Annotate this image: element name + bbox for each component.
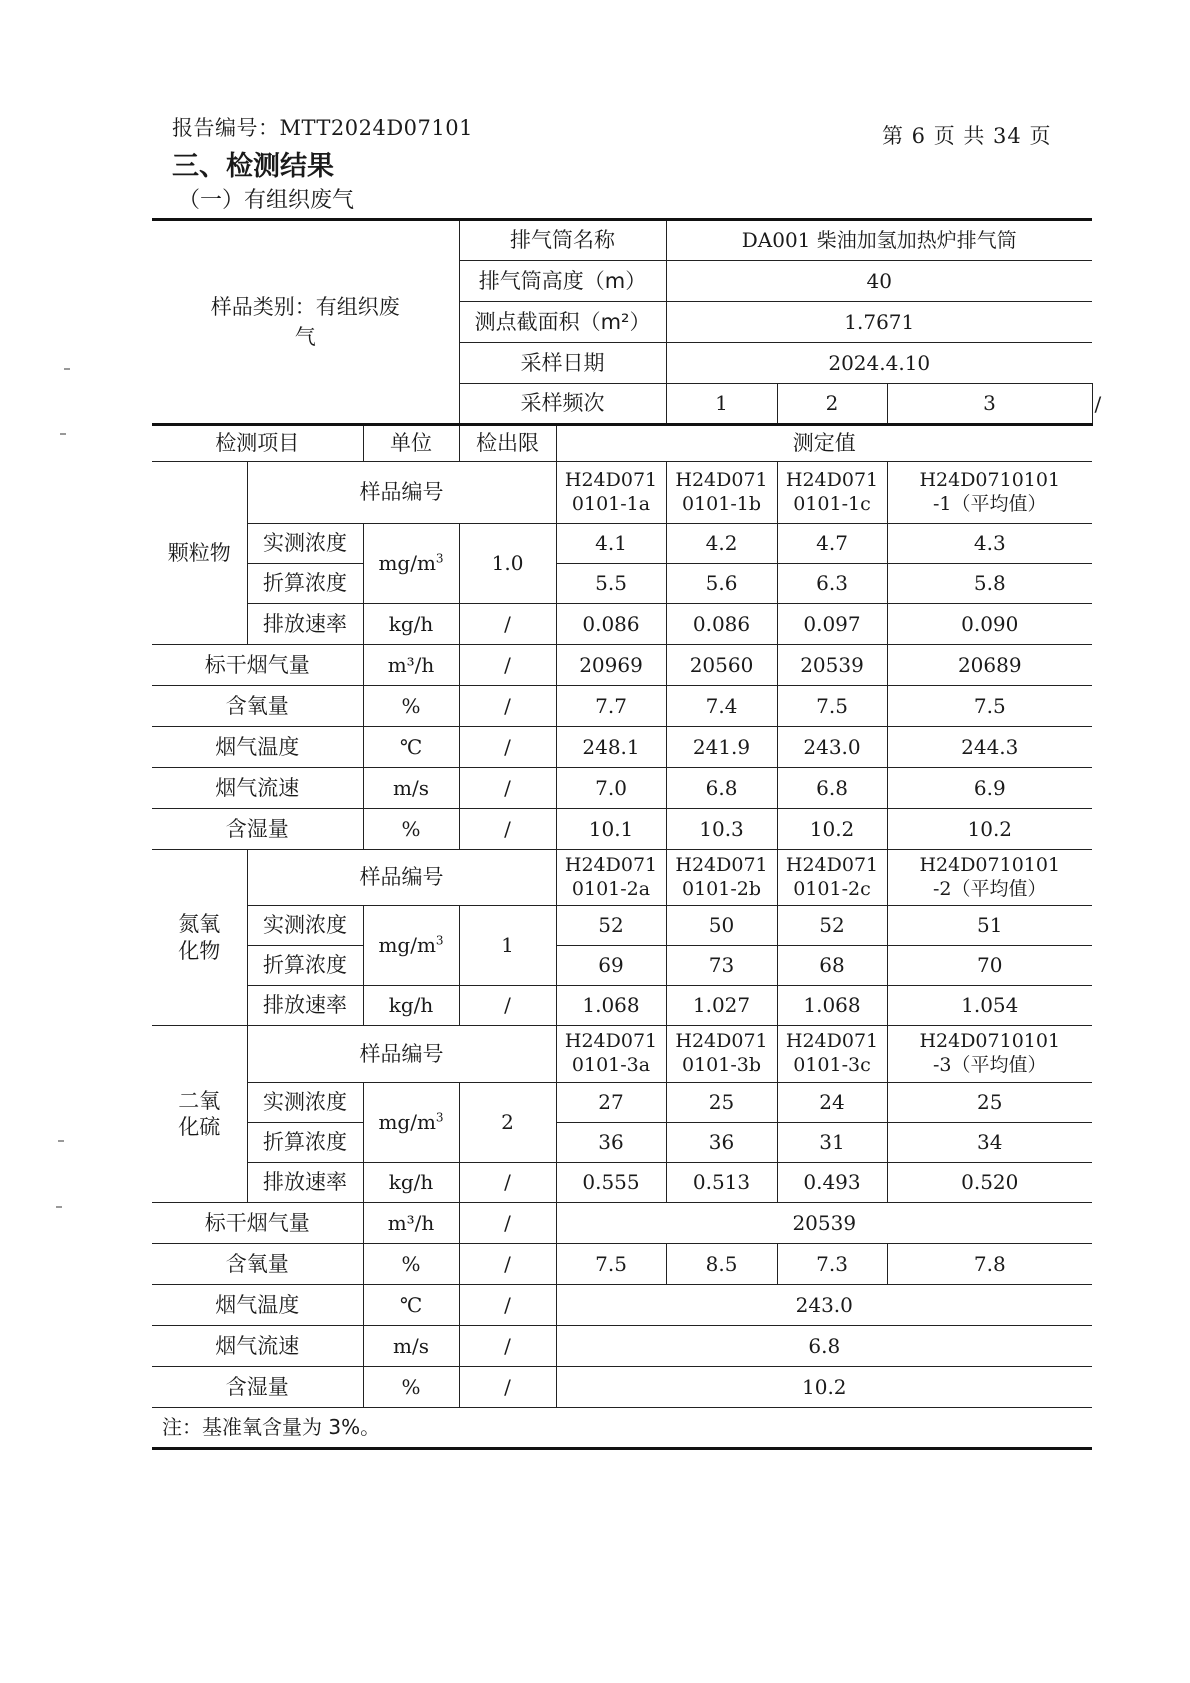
value-cell: 8.5 bbox=[666, 1244, 777, 1285]
value-cell: 6.8 bbox=[556, 1326, 1092, 1367]
param-name: 烟气流速 bbox=[152, 1326, 363, 1367]
value-cell: 7.5 bbox=[777, 686, 887, 727]
value-cell: 1.068 bbox=[777, 986, 887, 1026]
value-cell: 73 bbox=[666, 946, 777, 986]
value-cell: 1.068 bbox=[556, 986, 666, 1026]
sample-id: H24D071 0101-1a bbox=[556, 462, 666, 524]
param-name: 含氧量 bbox=[152, 686, 363, 727]
value-cell: 10.2 bbox=[887, 809, 1092, 850]
unit-cell: $mg/m^3$ bbox=[363, 906, 459, 986]
sub-title: （一）有组织废气 bbox=[178, 188, 355, 213]
freq-label: 采样频次 bbox=[459, 384, 666, 425]
value-cell: 5.5 bbox=[556, 564, 666, 604]
value-cell: 248.1 bbox=[556, 727, 666, 768]
measured-label: 实测浓度 bbox=[247, 906, 363, 946]
limit-cell: / bbox=[459, 645, 556, 686]
value-cell: 27 bbox=[556, 1083, 666, 1123]
limit-cell: / bbox=[459, 986, 556, 1026]
unit-cell: $mg/m^3$ bbox=[363, 524, 459, 604]
limit-cell: / bbox=[459, 809, 556, 850]
value-cell: 6.8 bbox=[777, 768, 887, 809]
value-cell: 5.6 bbox=[666, 564, 777, 604]
rate-label: 排放速率 bbox=[247, 986, 363, 1026]
sample-type-cell: 样品类别：有组织废气 bbox=[152, 220, 459, 425]
stack-name-value: DA001 柴油加氢加热炉排气筒 bbox=[666, 220, 1092, 261]
value-cell: 20539 bbox=[777, 645, 887, 686]
date-label: 采样日期 bbox=[459, 343, 666, 384]
limit-cell: / bbox=[459, 1244, 556, 1285]
value-cell: 52 bbox=[556, 906, 666, 946]
value-cell: 31 bbox=[777, 1123, 887, 1163]
unit-cell: kg/h bbox=[363, 986, 459, 1026]
value-cell: 25 bbox=[666, 1083, 777, 1123]
unit-cell: m/s bbox=[363, 768, 459, 809]
value-cell: 7.0 bbox=[556, 768, 666, 809]
limit-cell: 1.0 bbox=[459, 524, 556, 604]
value-cell: 36 bbox=[666, 1123, 777, 1163]
value-cell: 6.8 bbox=[666, 768, 777, 809]
results-table: 样品类别：有组织废气 排气筒名称 DA001 柴油加氢加热炉排气筒 排气筒高度（m） 40 测点截面积（m²） 1.7671 采样日期 2024.4.10 采样频次 1 2 3 / 检测项目 单位 检出限 测定值 颗粒物 样品编号 H24D071 0101-1a H24D071 0101-1b H24D071 0101-1c H24D0710101 -1（平均值） 实测浓度 $mg/m^3$ 1.0 4.1 4.2 4.7 4.3 折算浓度 5.5 5.6 6.3 5.8 排放速率 kg/h / 0.086 0.086 0.097 0.090 标干烟气量 m³/h / 20969 20560 20539 20689 含氧量 % / 7.7 7.4 7.5 7.5 烟气温度 ℃ / 248.1 241.9 243.0 244.3 烟气流速 m/s / 7.0 6.8 6.8 6.9 含湿量 % / 10.1 10.3 10.2 10.2 氮氧 化物 样品编号 H24D071 0101-2a H24D071 0101-2b H24D071 0101-2c H24D0710101 -2（平均值） 实测浓度 $mg/m^3$ 1 52 50 52 51 折算浓度 69 73 68 70 排放速率 kg/h / 1.068 1.027 1.068 1.054 二氧 化硫 样品编号 H24D071 0101-3a H24D071 0101-3b H24D071 0101-3c H24D0710101 -3（平均值） 实测浓度 $mg/m^3$ 2 27 25 24 25 折算浓度 36 36 31 34 排放速率 kg/h / 0.555 0.513 0.493 0.520 标干烟气量 m³/h / 20539 含氧量 % / 7.5 8.5 7.3 7.8 烟气温度 ℃ / 243.0 烟气流速 m/s / 6.8 含湿量 % / 10.2 注：基准氧含量为 3%。 bbox=[152, 218, 1092, 1450]
value-cell: 0.097 bbox=[777, 604, 887, 645]
limit-cell: / bbox=[459, 1326, 556, 1367]
unit-cell: ℃ bbox=[363, 727, 459, 768]
param-name: 含湿量 bbox=[152, 1367, 363, 1408]
limit-cell: / bbox=[459, 1163, 556, 1203]
sample-id: H24D071 0101-2c bbox=[777, 850, 887, 906]
value-cell: 7.7 bbox=[556, 686, 666, 727]
sample-no-label: 样品编号 bbox=[247, 462, 556, 524]
param-name: 烟气流速 bbox=[152, 768, 363, 809]
value-cell: 6.9 bbox=[887, 768, 1092, 809]
param-name: 含氧量 bbox=[152, 1244, 363, 1285]
sample-id: H24D071 0101-2b bbox=[666, 850, 777, 906]
freq-cell: 2 bbox=[777, 384, 887, 425]
value-cell: 70 bbox=[887, 946, 1092, 986]
stack-name-label: 排气筒名称 bbox=[459, 220, 666, 261]
value-cell: 7.5 bbox=[556, 1244, 666, 1285]
limit-cell: / bbox=[459, 1285, 556, 1326]
freq-cell: 1 bbox=[666, 384, 777, 425]
so2-name: 二氧 化硫 bbox=[152, 1026, 247, 1203]
page-number: 第 6 页 共 34 页 bbox=[882, 124, 1052, 148]
limit-cell: / bbox=[459, 768, 556, 809]
sample-no-label: 样品编号 bbox=[247, 1026, 556, 1083]
limit-cell: 1 bbox=[459, 906, 556, 986]
report-number: 报告编号：MTT2024D07101 bbox=[172, 116, 473, 140]
value-cell: 20689 bbox=[887, 645, 1092, 686]
sample-id: H24D071 0101-3c bbox=[777, 1026, 887, 1083]
value-cell: 36 bbox=[556, 1123, 666, 1163]
sample-no-label: 样品编号 bbox=[247, 850, 556, 906]
area-value: 1.7671 bbox=[666, 302, 1092, 343]
col-limit: 检出限 bbox=[459, 425, 556, 462]
limit-cell: / bbox=[459, 686, 556, 727]
value-cell: 6.3 bbox=[777, 564, 887, 604]
value-cell: 10.2 bbox=[777, 809, 887, 850]
value-cell: 1.054 bbox=[887, 986, 1092, 1026]
limit-cell: / bbox=[459, 604, 556, 645]
value-cell: 0.086 bbox=[556, 604, 666, 645]
stack-height-label: 排气筒高度（m） bbox=[459, 261, 666, 302]
nox-name: 氮氧 化物 bbox=[152, 850, 247, 1026]
value-cell: 4.1 bbox=[556, 524, 666, 564]
unit-cell: % bbox=[363, 1244, 459, 1285]
limit-cell: / bbox=[459, 1203, 556, 1244]
particulate-name: 颗粒物 bbox=[152, 462, 247, 645]
param-name: 标干烟气量 bbox=[152, 645, 363, 686]
value-cell: 50 bbox=[666, 906, 777, 946]
value-cell: 244.3 bbox=[887, 727, 1092, 768]
table-note: 注：基准氧含量为 3%。 bbox=[152, 1408, 1092, 1449]
col-unit: 单位 bbox=[363, 425, 459, 462]
stack-height-value: 40 bbox=[666, 261, 1092, 302]
unit-cell: % bbox=[363, 1367, 459, 1408]
freq-cell: 3 bbox=[887, 384, 1092, 425]
sample-id: H24D071 0101-1c bbox=[777, 462, 887, 524]
value-cell: 4.3 bbox=[887, 524, 1092, 564]
value-cell: 10.1 bbox=[556, 809, 666, 850]
col-value: 测定值 bbox=[556, 425, 1092, 462]
value-cell: 52 bbox=[777, 906, 887, 946]
sample-id: H24D071 0101-1b bbox=[666, 462, 777, 524]
value-cell: 243.0 bbox=[556, 1285, 1092, 1326]
unit-cell: m³/h bbox=[363, 1203, 459, 1244]
section-title: 三、检测结果 bbox=[172, 151, 334, 182]
unit-cell: m³/h bbox=[363, 645, 459, 686]
unit-cell: kg/h bbox=[363, 604, 459, 645]
converted-label: 折算浓度 bbox=[247, 1123, 363, 1163]
value-cell: 34 bbox=[887, 1123, 1092, 1163]
value-cell: 69 bbox=[556, 946, 666, 986]
sample-id: H24D071 0101-2a bbox=[556, 850, 666, 906]
param-name: 烟气温度 bbox=[152, 1285, 363, 1326]
measured-label: 实测浓度 bbox=[247, 1083, 363, 1123]
unit-cell: % bbox=[363, 809, 459, 850]
measured-label: 实测浓度 bbox=[247, 524, 363, 564]
value-cell: 20969 bbox=[556, 645, 666, 686]
value-cell: 243.0 bbox=[777, 727, 887, 768]
area-label: 测点截面积（m²） bbox=[459, 302, 666, 343]
value-cell: 20560 bbox=[666, 645, 777, 686]
value-cell: 25 bbox=[887, 1083, 1092, 1123]
limit-cell: / bbox=[459, 727, 556, 768]
rate-label: 排放速率 bbox=[247, 604, 363, 645]
value-cell: 7.8 bbox=[887, 1244, 1092, 1285]
value-cell: 24 bbox=[777, 1083, 887, 1123]
param-name: 烟气温度 bbox=[152, 727, 363, 768]
sample-id: H24D0710101 -3（平均值） bbox=[887, 1026, 1092, 1083]
sample-id: H24D071 0101-3b bbox=[666, 1026, 777, 1083]
value-cell: 0.090 bbox=[887, 604, 1092, 645]
param-name: 含湿量 bbox=[152, 809, 363, 850]
value-cell: 10.2 bbox=[556, 1367, 1092, 1408]
value-cell: 1.027 bbox=[666, 986, 777, 1026]
value-cell: 241.9 bbox=[666, 727, 777, 768]
sample-id: H24D071 0101-3a bbox=[556, 1026, 666, 1083]
value-cell: 7.5 bbox=[887, 686, 1092, 727]
unit-cell: % bbox=[363, 686, 459, 727]
col-item: 检测项目 bbox=[152, 425, 363, 462]
value-cell: 0.086 bbox=[666, 604, 777, 645]
value-cell: 0.555 bbox=[556, 1163, 666, 1203]
converted-label: 折算浓度 bbox=[247, 564, 363, 604]
value-cell: 0.513 bbox=[666, 1163, 777, 1203]
limit-cell: 2 bbox=[459, 1083, 556, 1163]
value-cell: 0.520 bbox=[887, 1163, 1092, 1203]
value-cell: 5.8 bbox=[887, 564, 1092, 604]
value-cell: 7.3 bbox=[777, 1244, 887, 1285]
value-cell: 4.7 bbox=[777, 524, 887, 564]
unit-cell: m/s bbox=[363, 1326, 459, 1367]
limit-cell: / bbox=[459, 1367, 556, 1408]
param-name: 标干烟气量 bbox=[152, 1203, 363, 1244]
value-cell: 10.3 bbox=[666, 809, 777, 850]
sample-id: H24D0710101 -2（平均值） bbox=[887, 850, 1092, 906]
value-cell: 0.493 bbox=[777, 1163, 887, 1203]
unit-cell: kg/h bbox=[363, 1163, 459, 1203]
value-cell: 51 bbox=[887, 906, 1092, 946]
value-cell: 68 bbox=[777, 946, 887, 986]
value-cell: 20539 bbox=[556, 1203, 1092, 1244]
unit-cell: $mg/m^3$ bbox=[363, 1083, 459, 1163]
date-value: 2024.4.10 bbox=[666, 343, 1092, 384]
sample-id: H24D0710101 -1（平均值） bbox=[887, 462, 1092, 524]
value-cell: 4.2 bbox=[666, 524, 777, 564]
converted-label: 折算浓度 bbox=[247, 946, 363, 986]
unit-cell: ℃ bbox=[363, 1285, 459, 1326]
value-cell: 7.4 bbox=[666, 686, 777, 727]
rate-label: 排放速率 bbox=[247, 1163, 363, 1203]
